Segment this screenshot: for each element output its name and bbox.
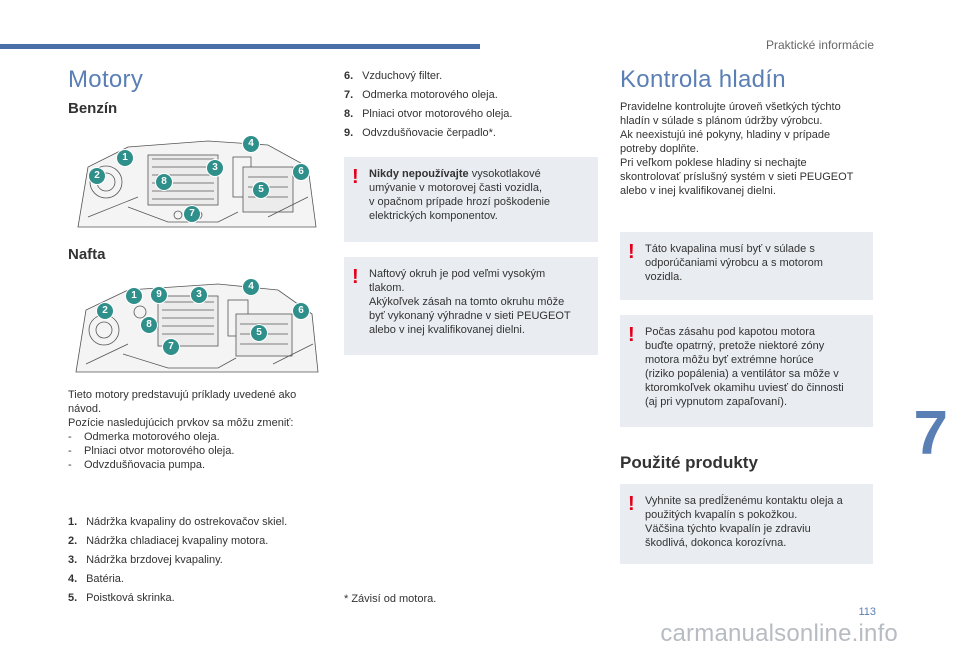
diesel-engine-illustration xyxy=(68,272,322,380)
list-item: 8. Plniaci otvor motorového oleja. xyxy=(344,108,513,120)
list-item: - Plniaci otvor motorového oleja. xyxy=(68,444,328,458)
page-number: 113 xyxy=(858,606,876,618)
list-item: 1. Nádržka kvapaliny do ostrekovačov skiel. xyxy=(68,516,288,528)
diesel-marker-5: 5 xyxy=(250,324,268,342)
warning-icon: ! xyxy=(352,166,359,188)
petrol-marker-1: 1 xyxy=(116,149,134,167)
petrol-marker-8: 8 xyxy=(155,173,173,191)
petrol-marker-4: 4 xyxy=(242,135,260,153)
list-item: 5. Poistková skrinka. xyxy=(68,592,175,604)
diesel-marker-8: 8 xyxy=(140,316,158,334)
watermark: carmanualsonline.info xyxy=(660,620,898,647)
warning-icon: ! xyxy=(628,493,635,515)
intro-line: návod. xyxy=(68,403,102,415)
petrol-engine-illustration xyxy=(68,127,322,235)
footnote: * Závisí od motora. xyxy=(344,593,437,605)
changeable-list xyxy=(68,430,328,472)
diesel-marker-4: 4 xyxy=(242,278,260,296)
diesel-marker-2: 2 xyxy=(96,302,114,320)
list-item: 7. Odmerka motorového oleja. xyxy=(344,89,498,101)
warning-icon: ! xyxy=(628,241,635,263)
engines-intro xyxy=(68,388,328,472)
petrol-marker-2: 2 xyxy=(88,167,106,185)
petrol-marker-5: 5 xyxy=(252,181,270,199)
list-item: 9. Odvzdušňovacie čerpadlo*. xyxy=(344,127,496,139)
diesel-marker-3: 3 xyxy=(190,286,208,304)
warning-box-products: ! Vyhnite sa predĺženému kontaktu oleja a použitých kvapalín s pokožkou. Väčšina týchto kvapalín je zdraviu škodlivá, dokonca korozívna. xyxy=(620,484,873,564)
diesel-callouts xyxy=(68,272,322,380)
header-title: Praktické informácie xyxy=(765,38,874,52)
header-bar xyxy=(0,44,480,49)
warning-box-pressure-wash: ! Nikdy nepoužívajte vysokotlakové umývanie v motorovej časti vozidla, v opačnom prípade hrozí poškodenie elektrických komponentov. xyxy=(344,157,598,242)
list-item: 3. Nádržka brzdovej kvapaliny. xyxy=(68,554,223,566)
warning-box-hot-engine: ! Počas zásahu pod kapotou motora buďte opatrný, pretože niektoré zóny motora môžu byť extrémne horúce (riziko popálenia) a ventilátor sa môže v ktoromkoľvek okamihu uviesť do činnosti (aj pri vypnutom zapaľovaní). xyxy=(620,315,873,427)
diesel-marker-9: 9 xyxy=(150,286,168,304)
intro-line: Tieto motory predstavujú príklady uvedené ako xyxy=(68,389,297,401)
petrol-marker-7: 7 xyxy=(183,205,201,223)
chapter-number: 7 xyxy=(913,399,948,468)
warning-icon: ! xyxy=(352,266,359,288)
warning-icon: ! xyxy=(628,324,635,346)
diesel-marker-7: 7 xyxy=(162,338,180,356)
heading-used-products: Použité produkty xyxy=(620,453,758,472)
list-item: - Odmerka motorového oleja. xyxy=(68,430,328,444)
warning-box-diesel: ! Naftový okruh je pod veľmi vysokým tlakom. Akýkoľvek zásah na tomto okruhu môže byť vykonaný výhradne v sieti PEUGEOT alebo v inej kvalifikovanej dielni. xyxy=(344,257,598,355)
petrol-callouts xyxy=(68,127,322,235)
intro-line: Pozície nasledujúcich prvkov sa môžu zmeniť: xyxy=(68,417,294,429)
heading-petrol: Benzín xyxy=(68,100,118,117)
component-list-middle xyxy=(344,69,594,145)
component-list-left xyxy=(68,515,338,610)
section-title-levels: Kontrola hladín xyxy=(620,66,786,93)
levels-intro: Pravidelne kontrolujte úroveň všetkých týchto hladín v súlade s plánom údržby výrobcu. Ak neexistujú iné pokyny, hladiny v prípade potreby doplňte. Pri veľkom poklese hladiny si nechajte skontrolovať príslušný systém v sieti PEUGEOT alebo v inej kvalifikovanej dielni. xyxy=(620,101,854,197)
petrol-marker-3: 3 xyxy=(206,159,224,177)
section-title-engines: Motory xyxy=(68,66,144,93)
petrol-marker-6: 6 xyxy=(292,163,310,181)
warning-box-fluid: ! Táto kvapalina musí byť v súlade s odporúčaniami výrobcu a s motorom vozidla. xyxy=(620,232,873,300)
warning-bold: Nikdy nepoužívajte xyxy=(369,168,469,180)
heading-diesel: Nafta xyxy=(68,246,106,263)
diesel-marker-1: 1 xyxy=(125,287,143,305)
diesel-marker-6: 6 xyxy=(292,302,310,320)
list-item: 2. Nádržka chladiacej kvapaliny motora. xyxy=(68,535,269,547)
list-item: - Odvzdušňovacia pumpa. xyxy=(68,458,328,472)
list-item: 6. Vzduchový filter. xyxy=(344,70,443,82)
list-item: 4. Batéria. xyxy=(68,573,124,585)
